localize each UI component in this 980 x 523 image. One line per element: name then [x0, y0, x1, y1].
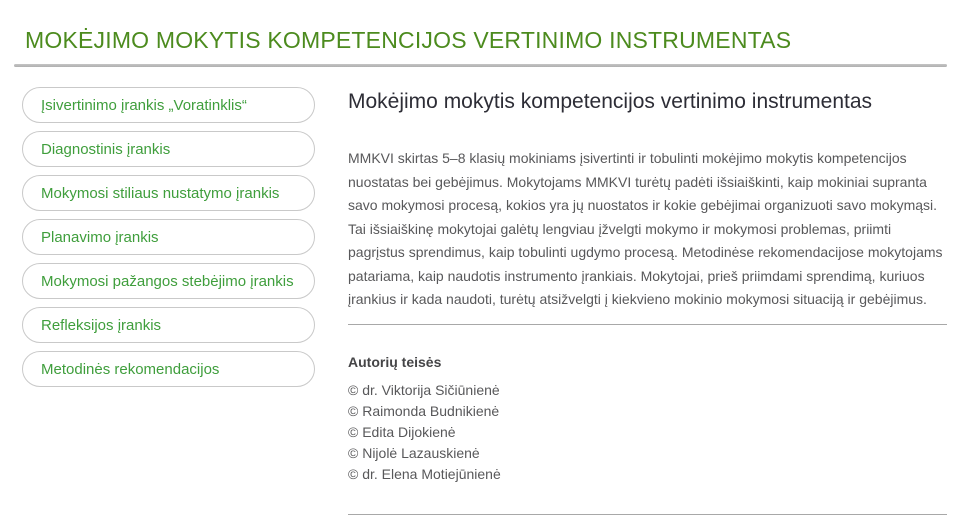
author-item: © Edita Dijokienė — [348, 423, 456, 440]
sidebar-item-planavimo[interactable]: Planavimo įrankis — [22, 219, 315, 255]
content-row — [0, 67, 980, 515]
sidebar-item-refleksijos[interactable]: Refleksijos įrankis — [22, 307, 315, 343]
sidebar-nav — [22, 87, 315, 395]
sidebar-item-diagnostinis[interactable]: Diagnostinis įrankis — [22, 131, 315, 167]
page-title: MOKĖJIMO MOKYTIS KOMPETENCIJOS VERTINIMO INSTRUMENTAS — [25, 27, 792, 53]
authors-heading: Autorių teisės — [348, 353, 442, 370]
sidebar-item-voratinklis[interactable]: Įsivertinimo įrankis „Voratinklis“ — [22, 87, 315, 123]
author-item: © Raimonda Budnikienė — [348, 402, 500, 419]
main-content — [348, 87, 947, 515]
sidebar-item-pazangos-stebejimo[interactable]: Mokymosi pažangos stebėjimo įrankis — [22, 263, 315, 299]
authors-list — [348, 380, 947, 485]
sidebar-item-mokymosi-stiliaus[interactable]: Mokymosi stiliaus nustatymo įrankis — [22, 175, 315, 211]
content-divider-top — [348, 324, 947, 325]
content-heading: Mokėjimo mokytis kompetencijos vertinimo instrumentas — [348, 90, 873, 113]
author-item: © dr. Viktorija Sičiūnienė — [348, 381, 500, 398]
author-item: © Nijolė Lazauskienė — [348, 444, 480, 461]
author-item: © dr. Elena Motiejūnienė — [348, 465, 501, 482]
site-header — [0, 0, 980, 54]
intro-paragraph: MMKVI skirtas 5–8 klasių mokiniams įsivertinti ir tobulinti mokėjimo mokytis kompetencijos nuostatas bei gebėjimus. Mokytojams MMKVI turėtų padėti išsiaiškinti, kaip mokiniai supranta savo mokymosi procesą, kokios yra jų nuostatos ir kokie gebėjimai organizuoti savo mokymąsi. Tai išsiaiškinę mokytojai galėtų lengviau įžvelgti mokymo ir mokymosi problemas, priimti pagrįstus sprendimus, kaip tobulinti ugdymo procesą. Metodinėse rekomendacijose mokytojams patariama, kaip naudotis instrumento įrankiais. Mokytojai, prieš priimdami sprendimą, kuriuos įrankius ir kada naudoti, turėtų atsižvelgti į kiekvieno mokinio mokymosi situaciją ir gebėjimus. — [348, 150, 943, 307]
sidebar-item-metodines-rekomendacijos[interactable]: Metodinės rekomendacijos — [22, 351, 315, 387]
content-divider-bottom — [348, 514, 947, 515]
